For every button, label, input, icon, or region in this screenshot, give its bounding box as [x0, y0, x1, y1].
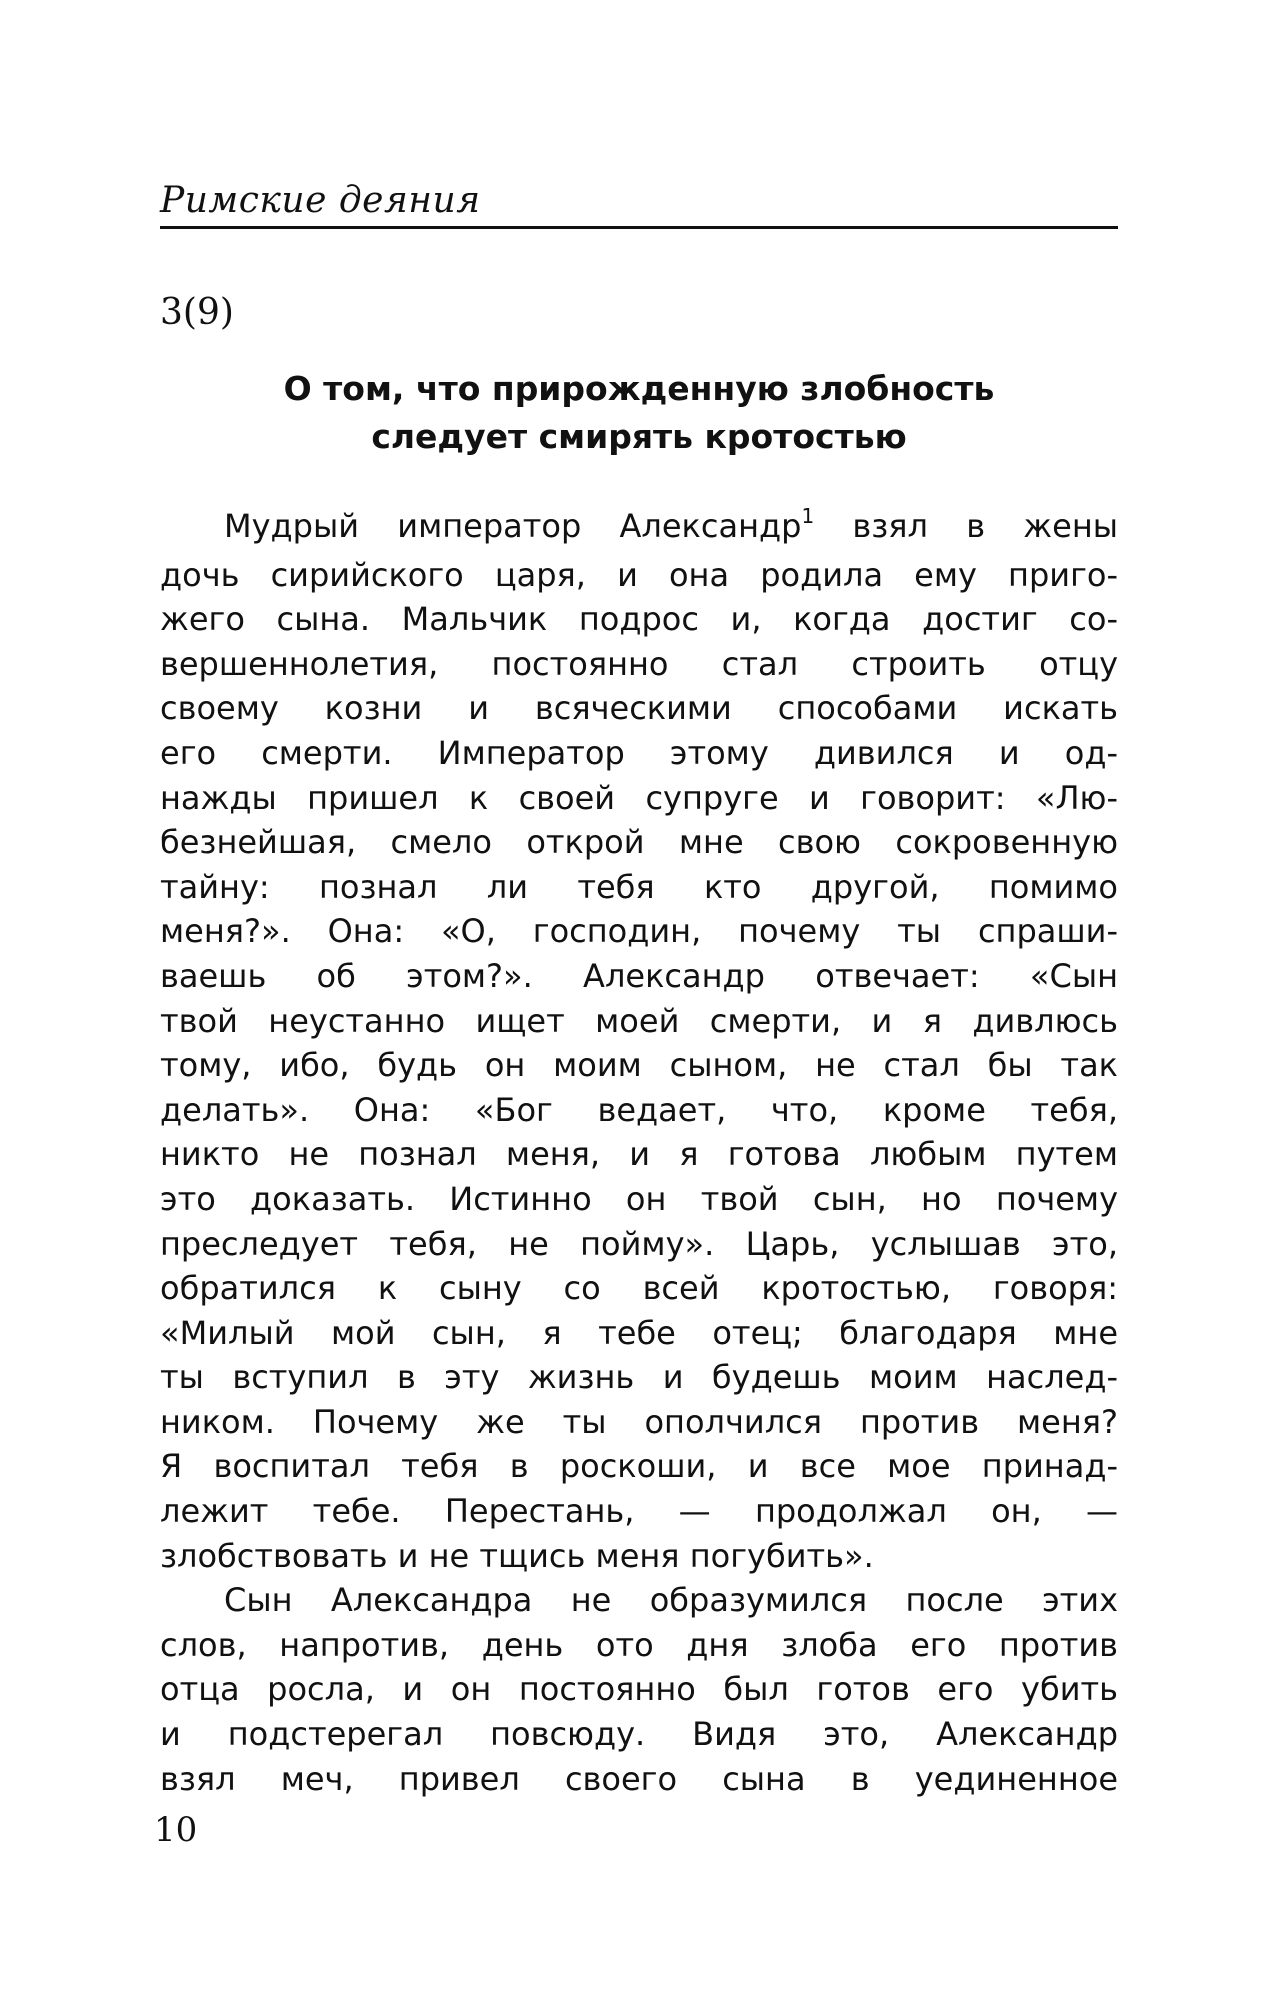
text-fragment: взял в жены [814, 507, 1119, 545]
text-line: Сын Александра не образумился после этих [224, 1581, 1118, 1620]
text-line: лежит тебе. Перестань, — продолжал он, — [160, 1492, 1118, 1531]
text-line: вершеннолетия, постоянно стал строить отцу [160, 644, 1118, 683]
body-text [160, 504, 1118, 1801]
text-line: дочь сирийского царя, и она родила ему приго- [160, 555, 1118, 594]
text-line: ты вступил в эту жизнь и будешь моим наслед- [160, 1358, 1118, 1397]
text-line: делать». Она: «Бог ведает, что, кроме тебя, [160, 1090, 1118, 1129]
text-line: обратился к сыну со всей кротостью, говоря: [160, 1269, 1118, 1308]
text-line: тому, ибо, будь он моим сыном, не стал бы так [160, 1046, 1118, 1085]
text-line: жего сына. Мальчик подрос и, когда достиг со- [160, 600, 1118, 639]
text-line: своему козни и всяческими способами искать [160, 689, 1118, 728]
page-number: 10 [154, 1810, 198, 1850]
footnote-marker: 1 [801, 504, 815, 528]
text-line: и подстерегал повсюду. Видя это, Александр [160, 1715, 1118, 1754]
chapter-number: 3(9) [160, 292, 234, 333]
text-line: Я воспитал тебя в роскоши, и все мое принад- [160, 1447, 1118, 1486]
text-line: «Милый мой сын, я тебе отец; благодаря мне [160, 1313, 1118, 1352]
running-head: Римские деяния [160, 180, 481, 221]
paragraph [160, 504, 1118, 1578]
chapter-title-line: следует смирять кротостью [371, 417, 907, 456]
text-line: нажды пришел к своей супруге и говорит: «Лю- [160, 778, 1118, 817]
text-line: тайну: познал ли тебя кто другой, помимо [160, 867, 1118, 906]
text-line: ваешь об этом?». Александр отвечает: «Сын [160, 956, 1118, 995]
text-line: никто не познал меня, и я готова любым путем [160, 1135, 1118, 1174]
chapter-title-line: О том, что прирожденную злобность [283, 369, 995, 408]
text-line: меня?». Она: «О, господин, почему ты спраши- [160, 912, 1118, 951]
chapter-title [160, 365, 1118, 461]
text-line: слов, напротив, день ото дня злоба его против [160, 1625, 1118, 1664]
text-line: безнейшая, смело открой мне свою сокровенную [160, 823, 1118, 862]
text-line: это доказать. Истинно он твой сын, но почему [160, 1179, 1118, 1218]
text-fragment: Мудрый император Александр [224, 507, 802, 545]
text-line: отца росла, и он постоянно был готов его убить [160, 1670, 1118, 1709]
text-line: твой неустанно ищет моей смерти, и я дивлюсь [160, 1001, 1118, 1040]
text-line: преследует тебя, не пойму». Царь, услышав это, [160, 1224, 1118, 1263]
text-line: злобствовать и не тщись меня погубить». [160, 1536, 874, 1575]
text-line [160, 504, 1118, 553]
text-line: ником. Почему же ты ополчился против меня? [160, 1402, 1118, 1441]
text-line: взял меч, привел своего сына в уединенное [160, 1759, 1118, 1798]
text-line: его смерти. Император этому дивился и од- [160, 733, 1118, 772]
paragraph [160, 1578, 1118, 1801]
header-rule [160, 226, 1118, 229]
